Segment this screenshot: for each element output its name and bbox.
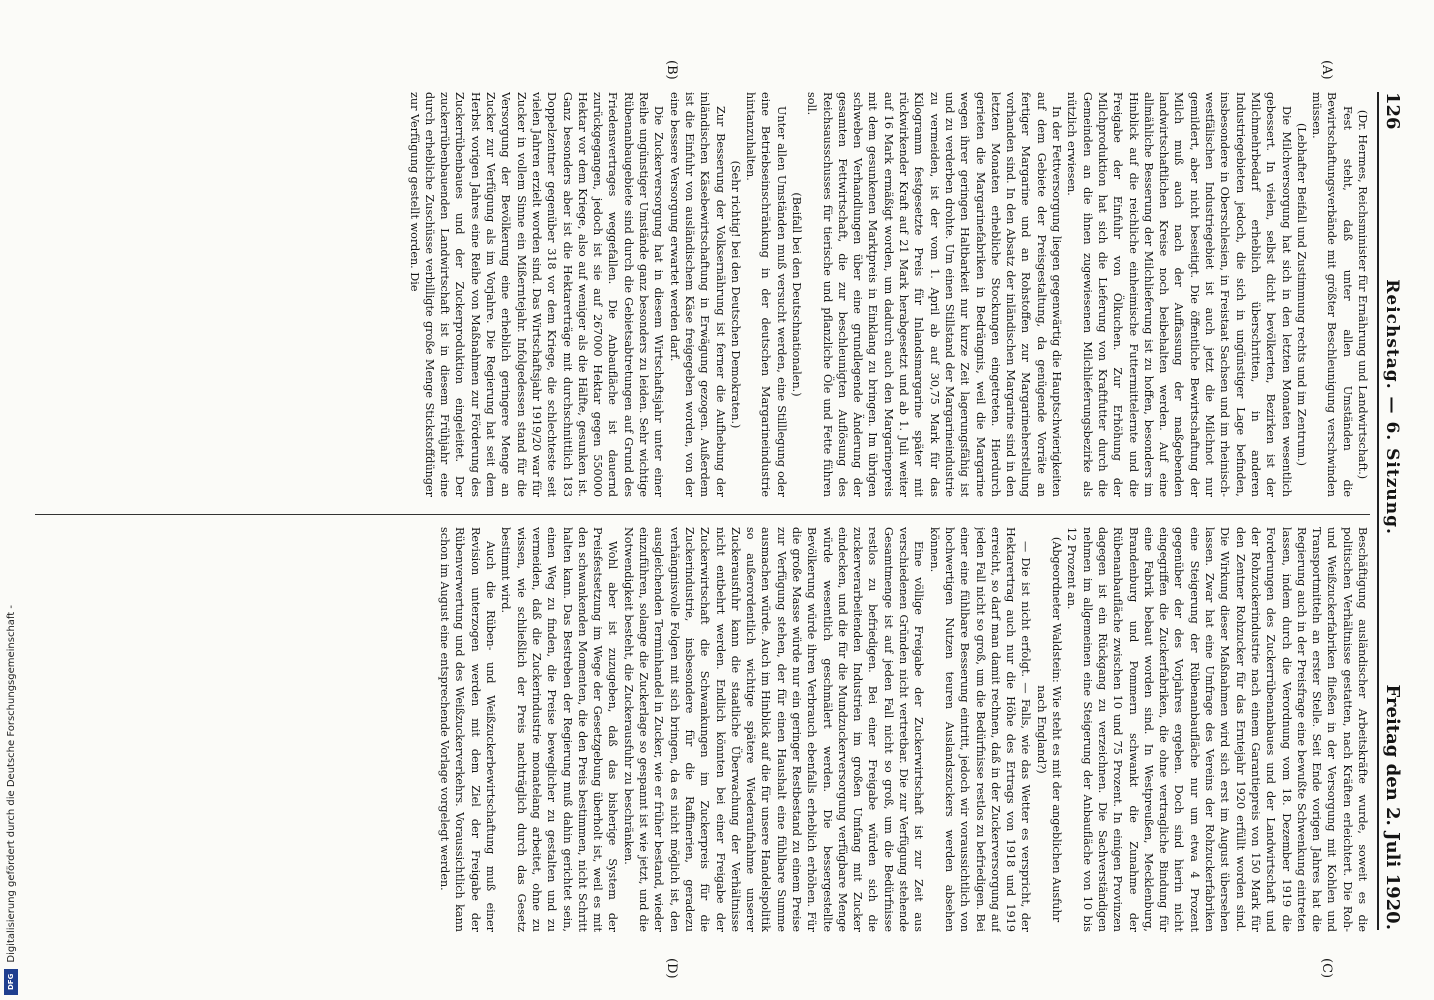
margin-marker-d: (D) (664, 958, 679, 979)
paragraph: In der Fettversorgung liegen gegenwärtig die Hauptschwierigkeiten auf dem Gebiete der Preisgestaltung, da genügende Vorräte an fertiger Margarine und an Rohstoffen zur Margarineherstellung vorhanden sind. In den Absatz der inländischen Margarine sind in den letzten Monaten erhebliche Stockungen eingetreten. Hierdurch gerieten die Margarinefabriken in Bedrängnis, weil die Margarine wegen ihrer geringen Haltbarkeit nur kurze Zeit lagerungsfähig ist und zu verderben drohte. Um einen Stillstand der Margarineindustrie zu vermeiden, ist der vom 1. April ab auf 30,75 Mark für das Kilogramm festgesetzte Preis für Inlandsmargarine später mit rückwirkender Kraft auf 21 Mark herabgesetzt und ab 1. Juli weiter auf 16 Mark ermäßigt worden, um dadurch auch den Margarinepreis mit dem gesunkenen Marktpreis in Einklang zu bringen. Im übrigen schweben Verhandlungen über eine grundlegende Änderung der gesamten Fettwirtschaft, die zur beschleunigten Auflösung des Reichsausschusses für tierische und pflanzliche Öle und Fette führen soll. (805, 92, 1064, 497)
paragraph: (Sehr richtig! bei den Deutschen Demokraten.) (728, 160, 742, 429)
left-text-column (35, 92, 1370, 497)
paragraph: Beschäftigung ausländischer Arbeitskräfte wurde, soweit es die politischen Verhältnisse gestatten, nach Kräften erleichtert. Die Roh- und Weißzuckerfabriken fließen in der Versorgung mit Kohlen und Transportmitteln an erster Stelle. Seit Ende vorigen Jahres hat die Regierung auch in der Preisfrage eine bewußte Schwenkung eintreten lassen, indem durch die Verordnung vom 18. Dezember 1919 die Forderungen des Zuckerrübenanbaues und der Landwirtschaft und der Rohzuckerindustrie nach einem Garantiepreis von 150 Mark für den Zentner Rohzucker für das Erntejahr 1920 erfüllt worden sind. Die Wirkung dieser Maßnahmen wird sich erst im August übersehen lassen. Zwar hat eine Umfrage des Vereins der Rohzuckerfabriken eine Steigerung der Rübenanbaufläche nur um etwa 4 Prozent gegenüber der des Vorjahres ergeben. Doch sind hierin nicht eingegriffen die Zuckerfabriken, die ohne vertragliche Bindung für eine Fabrik bebaut worden sind. In Westpreußen, Mecklenburg, Brandenburg und Pommern schwankt die Zunahme der Rübenanbaufläche zwischen 10 und 75 Prozent. In einigen Provinzen dagegen ist ein Rückgang zu verzeichnen. Die Sachverständigen nehmen im allgemeinen eine Steigerung der Anbaufläche von 10 bis 12 Prozent an. (1065, 527, 1369, 932)
paragraph: Zur Besserung der Volksernährung ist ferner die Aufhebung der inländischen Käsebewirtschaftung in Erwägung gezogen. Außerdem ist die Einfuhr von ausländischem Käse freigegeben worden, von der eine bessere Versorgung erwartet werden darf. (667, 92, 727, 497)
paragraph: — Die ist nicht erfolgt. — Falls, wie das Wetter es verspricht, der Hektarertrag auch nur die Höhe des Ertrags von 1918 und 1919 erreicht, so darf man damit rechnen, daß in der Zuckerversorgung auf jeden Fall nicht so groß, um die Bedürfnisse restlos zu befriedigen. Bei einer eine fühlbare Besserung eintritt, jedoch wir voraussichtlich von hochwertigen Nutzen teuren Auslandszuckers werden absehen können. (927, 527, 1033, 932)
paragraph: Die Zuckerversorgung hat in diesem Wirtschaftsjahr unter einer Reihe ungünstiger Umstände ganz besonders zu leiden. Sehr wichtige Rübenanbaugebiete sind durch die Gebietsabtretungen auf Grund des Friedensvertrages weggefallen. Die Anbaufläche ist dauernd zurückgegangen, jedoch ist sie auf 267000 Hektar gegen 550000 Hektar vor dem Kriege, also auf weniger als die Hälfte, gesunken ist. Ganz besonders aber ist die Hektarerträge mit durchschnittlich 183 Doppelzentner gegenüber 318 vor dem Kriege, die schlechteste seit vielen Jahren erzielt worden sind. Das Wirtschaftsjahr 1919/20 war für Zucker in vollem Sinne ein Mißerntejahr. Infolgedessen stand für die Versorgung der Bevölkerung eine erheblich geringere Menge an Zucker zur Verfügung als im Vorjahre. Die Regierung hat seit dem Herbst vorigen Jahres eine Reihe von Maßnahmen zur Förderung des Zuckerrübenbaues und der Zuckerproduktion eingeleitet. Der zuckerrübenbauenden Landwirtschaft ist in diesem Frühjahr eine durch erhebliche Zuschüsse verbilligte große Menge Stickstoffdünger zur Verfügung gestellt worden. Die (407, 92, 666, 497)
paragraph: (Abgeordneter Waldstein: Wie steht es mit der angeblichen Ausfuhr nach England?) (1034, 536, 1064, 923)
paragraph: Fest steht, daß unter allen Umständen die Bewirtschaftungsverbände mit größter Beschleunigung verschwinden müssen. (1310, 92, 1354, 497)
column-divider (35, 514, 1370, 515)
margin-marker-b: (B) (664, 60, 679, 80)
paragraph: Unter allen Umständen muß versucht werden, eine Stilllegung oder eine Betriebseinschränkung in der deutschen Margarineindustrie hintanzuhalten. (744, 92, 788, 497)
paragraph: (Beifall bei den Deutschnationalen.) (790, 192, 804, 397)
dfg-logo-icon: DFG (4, 969, 18, 995)
page-date: Freitag den 2. Juli 1920. (1382, 684, 1403, 930)
paragraph: Wohl aber ist zuzugeben, daß das bisherige System der Preisfestsetzung im Wege der Gesetzgebung überholt ist, weil es mit den schwankenden Momenten, die den Preis bestimmen, nicht Schritt halten kann. Das Bestreben der Regierung muß dahin gerichtet sein, einen Weg zu finden, die Preise beweglicher zu gestalten und zu vermeiden, daß die Zuckerindustrie monatelang arbeitet, ohne zu wissen, wie schließlich der Preis nachträglich durch das Gesetz bestimmt wird. (499, 527, 620, 932)
page-title: Reichstag. — 6. Sitzung. (1382, 279, 1402, 535)
right-text-column (35, 527, 1370, 932)
paragraph: (Dr. Hermes, Reichsminister für Ernährung und Landwirtschaft.) (1356, 109, 1369, 480)
credit-text: Digitalisierung gefördert durch die Deutsche Forschungsgemeinschaft - (5, 605, 17, 963)
paragraph: Auch die Rüben- und Weißzuckerbewirtschaftung muß einer Revision unterzogen werden mit dem Ziel der Freigabe der Rübenverwertung und des Weißzuckerverkehrs. Voraussichtlich kann schon im August eine entsprechende Vorlage vorgelegt werden. (438, 527, 498, 932)
digitization-credit (2, 10, 20, 995)
paragraph: (Lebhafter Beifall und Zustimmung rechts und im Zentrum.) (1294, 122, 1308, 467)
margin-marker-c: (C) (1319, 958, 1334, 979)
paragraph: Die Milchversorgung hat sich in den letzten Monaten wesentlich gebessert. In vielen, selbst dicht bevölkerten, Bezirken ist der Milchmehrbedarf erheblich überschritten, in anderen Industriegebieten jedoch, die sich in ungünstiger Lage befinden, insbesondere in Oberschlesien, in Freistaat Sachsen und im rheinisch-westfälischen Industriegebiet ist auch jetzt die Milchnot nur gemildert, aber nicht beseitigt. Die öffentliche Bewirtschaftung der Milch muß auch nach der Auffassung der maßgebenden landwirtschaftlichen Kreise noch beibehalten werden. Auf eine allmähliche Besserung der Milchlieferung ist zu hoffen, besonders im Hinblick auf die reichliche einheimische Futtermittelernte und die Freigabe der Einfuhr von Ölkuchen. Zur Erhöhung der Milchproduktion hat sich die Lieferung von Kraftfutter durch die Gemeinden an die ihnen zugewiesenen Milchlieferungsbezirke als nützlich erwiesen. (1065, 92, 1293, 497)
page-header (1377, 92, 1412, 930)
paragraph: Eine völlige Freigabe der Zuckerwirtschaft ist zur Zeit aus verschiedenen Gründen nicht vertretbar. Die zur Verfügung stehende Gesamtmenge ist auf jeden Fall nicht so groß, um die Bedürfnisse restlos zu befriedigen. Bei einer Freigabe würden sich die zuckerverarbeitenden Industrien im großen Umfang mit Zucker eindecken, und die für die Mundzuckerversorgung verfügbare Menge würde wesentlich geschmälert werden. Die bessergestellte Bevölkerung würde ihren Verbrauch ebenfalls erheblich erhöhen. Für die große Masse würde nur ein geringer Restbestand zu einem Preise zur Verfügung stehen, der für einen Haushalt eine fühlbare Summe ausmachen würde. Auch im Hinblick auf die für unsere Handelspolitik so außerordentlich wichtige spätere Wiederaufnahme unserer Zuckerausfuhr kann die staatliche Überwachung der Verhältnisse nicht entbehrt werden. Endlich könnten bei einer Freigabe der Zuckerwirtschaft die Schwankungen im Zuckerpreis für die Zuckerindustrie, insbesondere für die Raffinerien, geradezu verhängnisvolle Folgen mit sich bringen, da es nicht möglich ist, den ausgleichenden Terminhandel in Zucker, wie er früher bestand, wieder einzuführen, solange die Zuckerlage so gespannt ist wie jetzt, und die Notwendigkeit besteht, die Zuckerausfuhr zu beschränken. (621, 527, 926, 932)
page-number: 126 (1382, 92, 1403, 130)
margin-marker-a: (A) (1319, 60, 1334, 80)
